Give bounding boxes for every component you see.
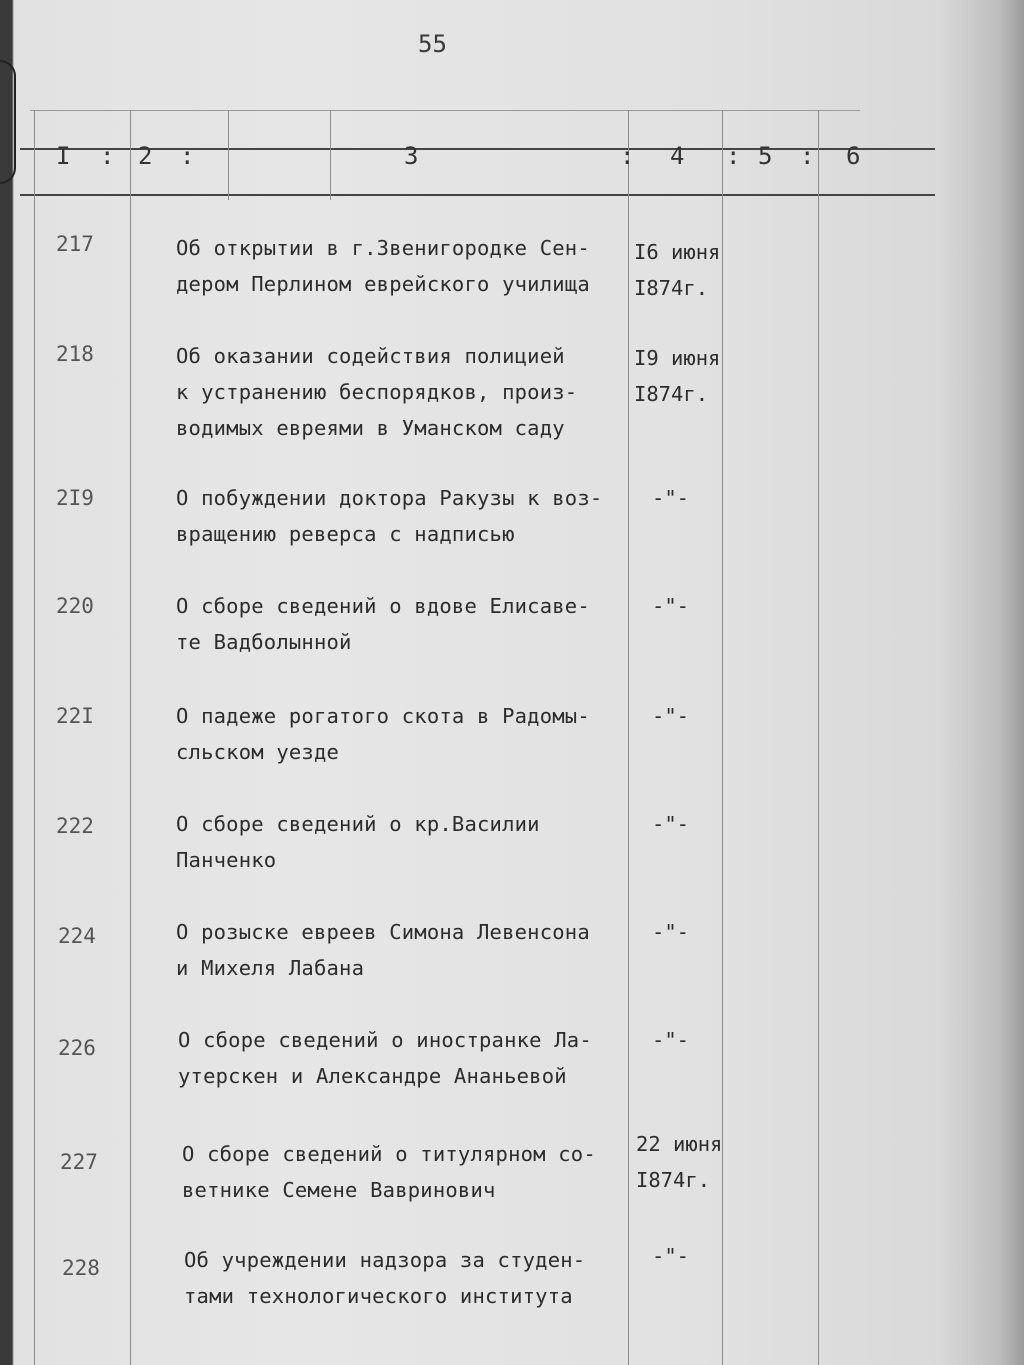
record-description: О сборе сведений о кр.Василии Панченко bbox=[176, 812, 540, 872]
record-description: Об открытии в г.Звенигородке Сен- дером Перлином еврейского училища bbox=[176, 236, 590, 296]
column-number: 5 bbox=[758, 142, 773, 170]
record-description: О сборе сведений о иностранке Ла- утерскен и Александре Ананьевой bbox=[178, 1028, 592, 1088]
record-date: -"- bbox=[652, 1028, 690, 1052]
column-number: 3 bbox=[404, 142, 419, 170]
column-separator: : bbox=[180, 142, 195, 170]
record-number: 220 bbox=[56, 594, 94, 618]
column-divider bbox=[228, 110, 229, 200]
column-number: 2 bbox=[138, 142, 153, 170]
record-number: 2I9 bbox=[56, 486, 94, 510]
binding-edge bbox=[0, 60, 16, 184]
column-number: 6 bbox=[846, 142, 861, 170]
record-description: О сборе сведений о вдове Елисаве- те Вадболынной bbox=[176, 594, 590, 654]
header-top-rule bbox=[30, 110, 860, 111]
record-description: О падеже рогатого скота в Радомы- сльском уезде bbox=[176, 704, 590, 764]
record-date: -"- bbox=[652, 1244, 690, 1268]
record-description: Об оказании содействия полицией к устранению беспорядков, произ- водимых евреями в Уманском саду bbox=[176, 344, 578, 440]
record-description: Об учреждении надзора за студен- тами технологического института bbox=[184, 1248, 586, 1308]
record-date: -"- bbox=[652, 812, 690, 836]
column-number: 4 bbox=[670, 142, 685, 170]
record-number: 228 bbox=[62, 1256, 100, 1280]
header-bottom-rule bbox=[20, 148, 935, 150]
record-number: 226 bbox=[58, 1036, 96, 1060]
column-numbers-rule bbox=[20, 194, 935, 196]
column-divider bbox=[628, 110, 629, 1365]
record-description: О побуждении доктора Ракузы к воз- вращению реверса с надписью bbox=[176, 486, 603, 546]
record-date: I6 июня I874г. bbox=[634, 240, 721, 300]
column-separator: : bbox=[800, 142, 815, 170]
page-number: 55 bbox=[418, 30, 447, 58]
column-separator: : bbox=[100, 142, 115, 170]
record-date: -"- bbox=[652, 594, 690, 618]
column-divider bbox=[818, 110, 819, 1365]
record-description: О сборе сведений о титулярном со- ветнике Семене Вавринович bbox=[182, 1142, 596, 1202]
column-divider bbox=[130, 110, 131, 1365]
column-separator: : bbox=[620, 142, 635, 170]
column-divider bbox=[330, 110, 331, 200]
record-number: 22I bbox=[56, 704, 94, 728]
record-number: 224 bbox=[58, 924, 96, 948]
record-number: 218 bbox=[56, 342, 94, 366]
record-date: I9 июня I874г. bbox=[634, 346, 721, 406]
record-date: -"- bbox=[652, 486, 690, 510]
column-divider bbox=[34, 110, 35, 1365]
column-separator: : bbox=[726, 142, 741, 170]
record-description: О розыске евреев Симона Левенсона и Михеля Лабана bbox=[176, 920, 590, 980]
record-number: 222 bbox=[56, 814, 94, 838]
record-number: 227 bbox=[60, 1150, 98, 1174]
record-date: 22 июня I874г. bbox=[636, 1132, 723, 1192]
record-date: -"- bbox=[652, 704, 690, 728]
record-date: -"- bbox=[652, 920, 690, 944]
record-number: 217 bbox=[56, 232, 94, 256]
column-number: I bbox=[56, 142, 71, 170]
